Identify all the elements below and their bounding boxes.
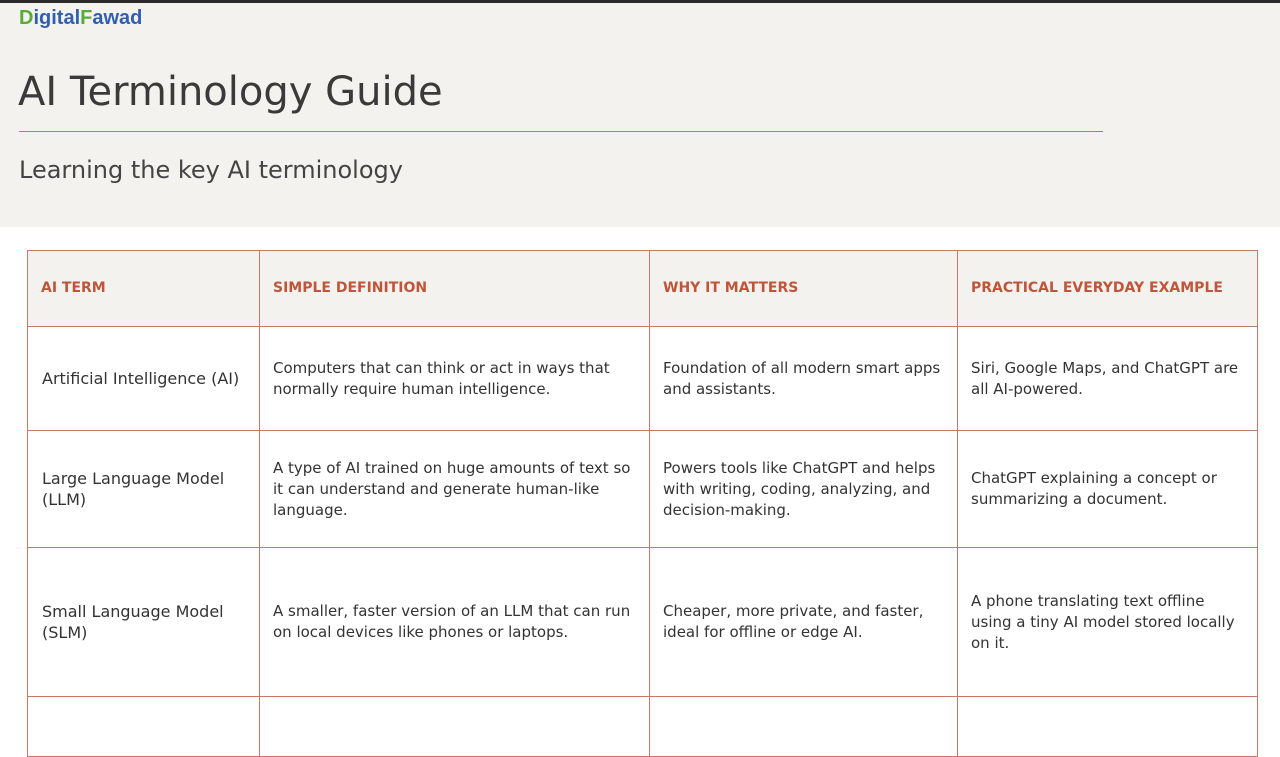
header-example: PRACTICAL EVERYDAY EXAMPLE xyxy=(958,251,1258,327)
page-title: AI Terminology Guide xyxy=(18,69,443,115)
cell-empty xyxy=(28,697,260,757)
terminology-table xyxy=(27,250,1258,757)
cell-why: Powers tools like ChatGPT and helps with writing, coding, analyzing, and decision-making. xyxy=(650,431,958,548)
cell-empty xyxy=(260,697,650,757)
header-band xyxy=(0,0,1280,227)
cell-definition: A smaller, faster version of an LLM that can run on local devices like phones or laptops. xyxy=(260,548,650,697)
cell-term: Large Language Model (LLM) xyxy=(28,431,260,548)
cell-empty xyxy=(650,697,958,757)
page-subtitle: Learning the key AI terminology xyxy=(19,156,403,184)
cell-example: A phone translating text offline using a tiny AI model stored locally on it. xyxy=(958,548,1258,697)
cell-definition: Computers that can think or act in ways that normally require human intelligence. xyxy=(260,327,650,431)
cell-why: Cheaper, more private, and faster, ideal for offline or edge AI. xyxy=(650,548,958,697)
divider xyxy=(19,131,1103,132)
table-row xyxy=(28,697,1258,757)
cell-term: Artificial Intelligence (AI) xyxy=(28,327,260,431)
table-row xyxy=(28,327,1258,431)
header-why: WHY IT MATTERS xyxy=(650,251,958,327)
cell-definition: A type of AI trained on huge amounts of text so it can understand and generate human-like language. xyxy=(260,431,650,548)
cell-why: Foundation of all modern smart apps and assistants. xyxy=(650,327,958,431)
table-row xyxy=(28,431,1258,548)
logo: DigitalFawad xyxy=(19,7,143,29)
cell-example: ChatGPT explaining a concept or summarizing a document. xyxy=(958,431,1258,548)
cell-empty xyxy=(958,697,1258,757)
header-definition: SIMPLE DEFINITION xyxy=(260,251,650,327)
cell-example: Siri, Google Maps, and ChatGPT are all AI-powered. xyxy=(958,327,1258,431)
table-row xyxy=(28,548,1258,697)
header-term: AI TERM xyxy=(28,251,260,327)
cell-term: Small Language Model (SLM) xyxy=(28,548,260,697)
table-header-row xyxy=(28,251,1258,327)
